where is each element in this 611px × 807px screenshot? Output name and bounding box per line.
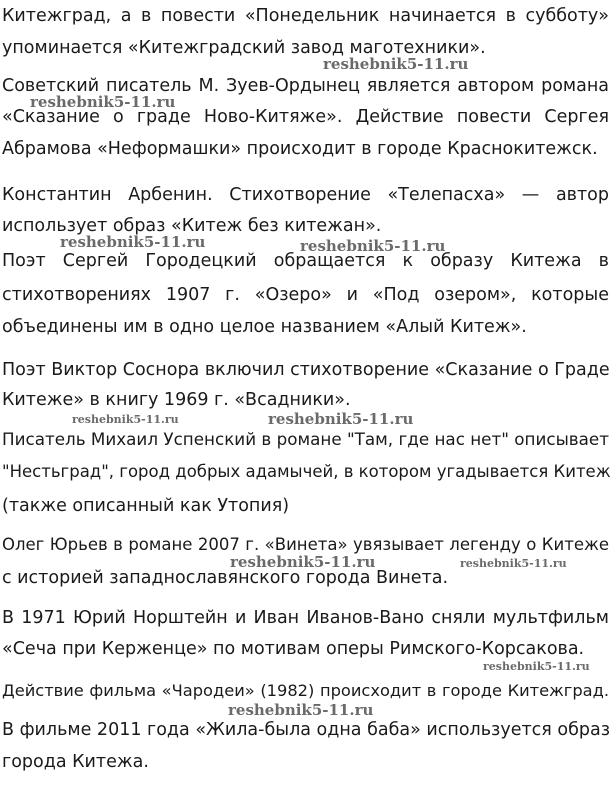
- text-line: с историей западнославянского города Винета.: [2, 568, 449, 588]
- watermark: reshebnik5-11.ru: [72, 413, 179, 426]
- text-line: «Сеча при Керженце» по мотивам оперы Римского-Корсакова.: [2, 639, 585, 659]
- text-line: Поэт Виктор Соснора включил стихотворение «Сказание о Граде: [2, 360, 610, 380]
- text-line: В фильме 2011 года «Жила-была одна баба» используется образ: [2, 720, 611, 740]
- text-line: (также описанный как Утопия): [2, 496, 290, 516]
- text-line: Писатель Михаил Успенский в романе "Там, где нас нет" описывает: [2, 429, 609, 449]
- text-line: Абрамова «Неформашки» происходит в городе Краснокитежск.: [2, 139, 598, 159]
- watermark: reshebnik5-11.ru: [30, 93, 176, 111]
- text-line: Китежград, а в повести «Понедельник начинается в субботу»: [2, 6, 609, 26]
- watermark: reshebnik5-11.ru: [460, 557, 567, 570]
- text-line: Константин Арбенин. Стихотворение «Телепасха» — автор: [2, 185, 609, 205]
- text-line: города Китежа.: [2, 752, 149, 772]
- text-line: Олег Юрьев в романе 2007 г. «Винета» увязывает легенду о Китеже: [2, 535, 609, 554]
- watermark: reshebnik5-11.ru: [60, 233, 206, 251]
- text-line: объединены им в одно целое названием «Алый Китеж».: [2, 317, 527, 337]
- text-line: Советский писатель М. Зуев-Ордынец является автором романа: [2, 76, 609, 96]
- text-line: Китеже» в книгу 1969 г. «Всадники».: [2, 390, 351, 410]
- watermark: reshebnik5-11.ru: [323, 55, 469, 73]
- watermark: reshebnik5-11.ru: [268, 410, 414, 428]
- text-line: «Сказание о граде Ново-Китяже». Действие повести Сергея: [2, 107, 609, 127]
- text-line: Поэт Сергей Городецкий обращается к образу Китежа в: [2, 251, 609, 271]
- text-line: использует образ «Китеж без китежан».: [2, 216, 382, 236]
- watermark: reshebnik5-11.ru: [300, 237, 446, 255]
- text-line: упоминается «Китежградский завод маготехники».: [2, 38, 486, 58]
- text-line: Действие фильма «Чародеи» (1982) происходит в городе Китежград.: [2, 681, 609, 700]
- text-line: В 1971 Юрий Норштейн и Иван Иванов-Вано сняли мультфильм: [2, 608, 609, 628]
- text-line: стихотворениях 1907 г. «Озеро» и «Под озером», которые: [2, 285, 609, 305]
- watermark: reshebnik5-11.ru: [483, 660, 590, 673]
- watermark: reshebnik5-11.ru: [228, 701, 374, 719]
- watermark: reshebnik5-11.ru: [230, 553, 376, 571]
- text-line: "Нестьград", город добрых адамычей, в котором угадывается Китеж: [2, 462, 611, 481]
